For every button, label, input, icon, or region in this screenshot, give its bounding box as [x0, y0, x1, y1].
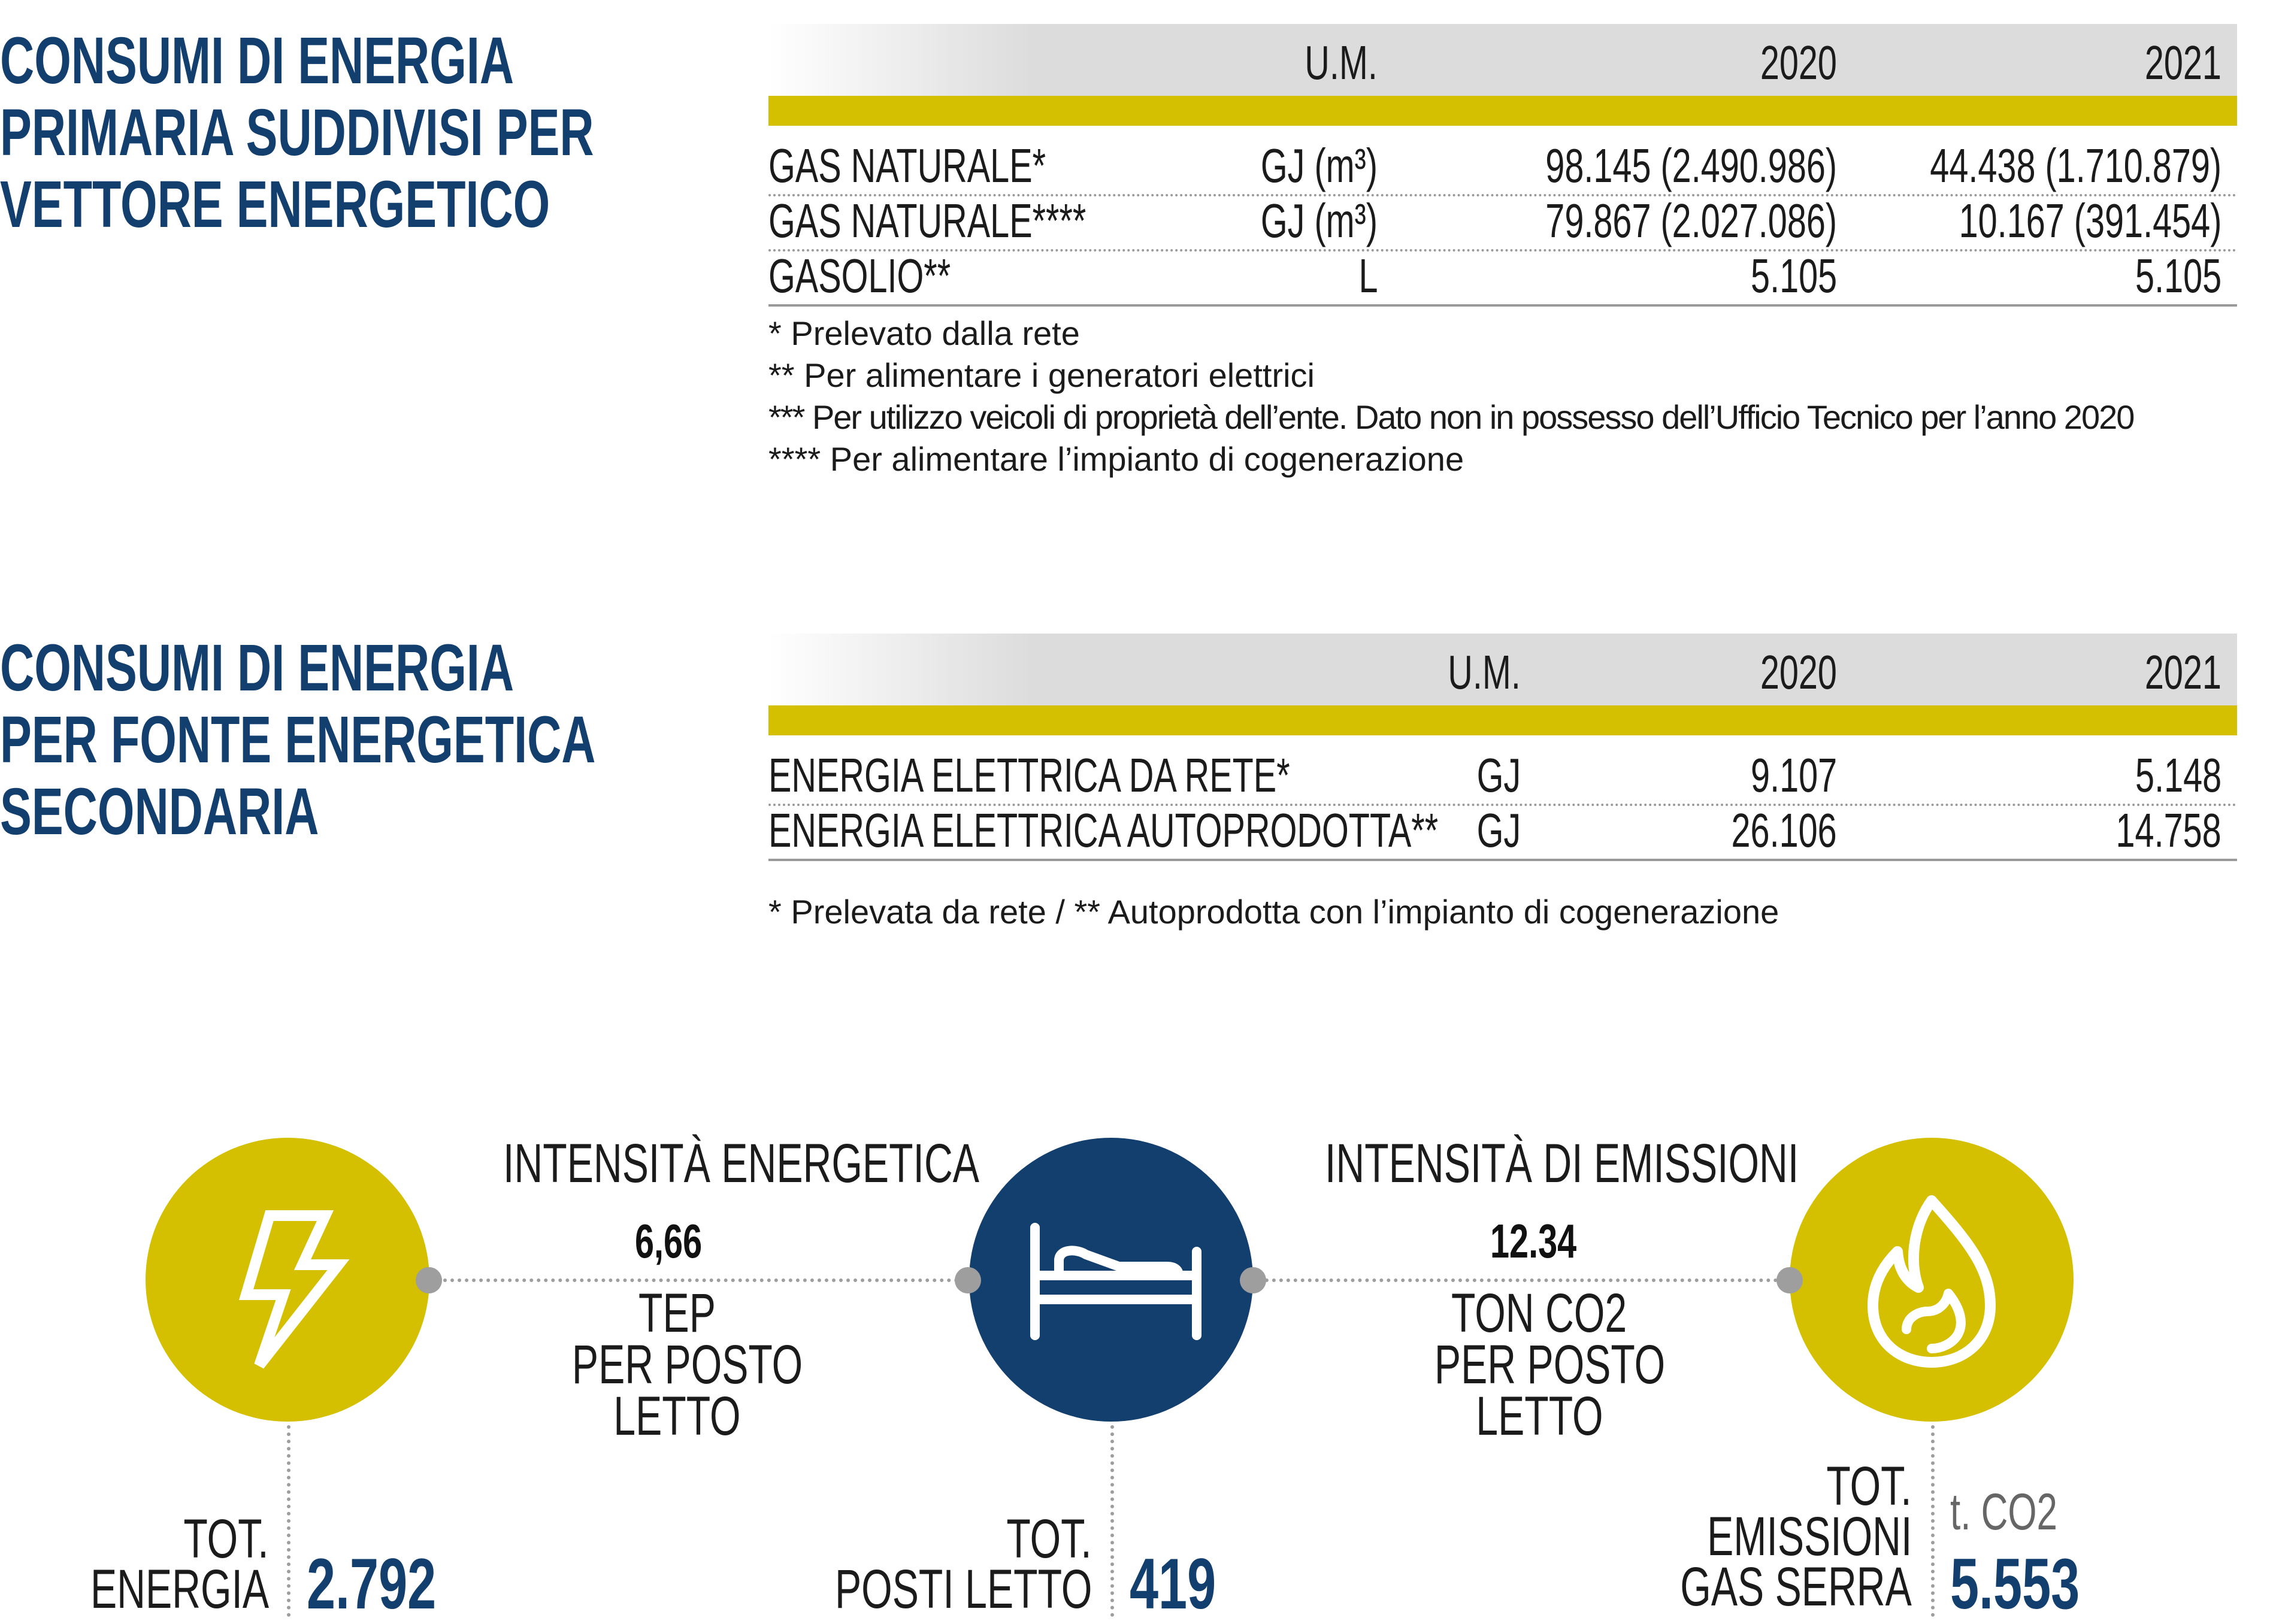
table-row: ENERGIA ELETTRICA DA RETE* GJ 9.107 5.148	[768, 749, 2237, 806]
emission-intensity-value: 12.34	[1490, 1214, 1577, 1268]
footnote: * Prelevata da rete / ** Autoprodotta con l’impianto di cogenerazione	[768, 893, 1779, 931]
connector-dot	[416, 1267, 442, 1293]
tot-energia-value: 2.792	[307, 1544, 437, 1624]
connector-line	[1110, 1425, 1114, 1617]
emission-intensity-title: INTENSITÀ DI EMISSIONI	[1325, 1133, 1799, 1194]
energy-intensity-unit: TEP PER POSTO LETTO	[571, 1283, 803, 1447]
table-row: GAS NATURALE**** GJ (m³) 79.867 (2.027.086) 10.167 (391.454)	[768, 194, 2237, 252]
tot-posti-label: TOT. POSTI LETTO	[834, 1508, 1092, 1620]
tot-energia-label: TOT. ENERGIA	[90, 1508, 269, 1620]
connector-dot	[1240, 1267, 1266, 1293]
header-2020: 2020	[1760, 36, 1837, 89]
tot-emissioni-value: 5.553	[1950, 1544, 2080, 1624]
connector-line	[1931, 1425, 1935, 1617]
footnote: * Prelevato dalla rete	[768, 314, 1080, 352]
connector-dot	[1776, 1267, 1803, 1293]
header-2021: 2021	[2144, 646, 2221, 699]
tot-emissioni-unit: t. CO2	[1950, 1483, 2057, 1541]
primary-energy-title: CONSUMI DI ENERGIA PRIMARIA SUDDIVISI PER VETTORE ENERGETICO	[0, 24, 594, 241]
footnote: *** Per utilizzo veicoli di proprietà dell’ente. Dato non in possesso dell’Ufficio Tecnico per l’anno 2020	[768, 398, 2134, 436]
header-um: U.M.	[1305, 36, 1378, 89]
header-2020: 2020	[1760, 646, 1837, 699]
table-row: ENERGIA ELETTRICA AUTOPRODOTTA** GJ 26.106 14.758	[768, 804, 2237, 861]
table-row: GAS NATURALE* GJ (m³) 98.145 (2.490.986) 44.438 (1.710.879)	[768, 139, 2237, 196]
connector-line	[287, 1425, 290, 1617]
table-header-band	[768, 24, 2237, 96]
footnote: **** Per alimentare l’impianto di cogenerazione	[768, 440, 1464, 478]
secondary-energy-table	[768, 634, 2237, 861]
header-2021: 2021	[2144, 36, 2221, 89]
tot-posti-value: 419	[1130, 1544, 1216, 1624]
energy-intensity-title: INTENSITÀ ENERGETICA	[503, 1133, 979, 1194]
tot-emissioni-label: TOT. EMISSIONI GAS SERRA	[1680, 1456, 1912, 1617]
emission-intensity-unit: TON CO2 PER POSTO LETTO	[1434, 1283, 1666, 1447]
table-header-bar	[768, 96, 2237, 126]
footnote: ** Per alimentare i generatori elettrici	[768, 356, 1315, 394]
connector-dot	[955, 1267, 981, 1293]
connector-line	[1258, 1278, 1785, 1282]
energy-intensity-value: 6,66	[635, 1214, 703, 1268]
primary-energy-table	[768, 24, 2237, 311]
secondary-energy-title: CONSUMI DI ENERGIA PER FONTE ENERGETICA SECONDARIA	[0, 631, 596, 849]
header-um: U.M.	[1448, 646, 1521, 699]
table-header-bar	[768, 705, 2237, 735]
connector-line	[443, 1278, 958, 1282]
lightning-icon	[146, 1138, 429, 1422]
table-row: GASOLIO** L 5.105 5.105	[768, 249, 2237, 307]
energy-circle	[146, 1138, 429, 1422]
